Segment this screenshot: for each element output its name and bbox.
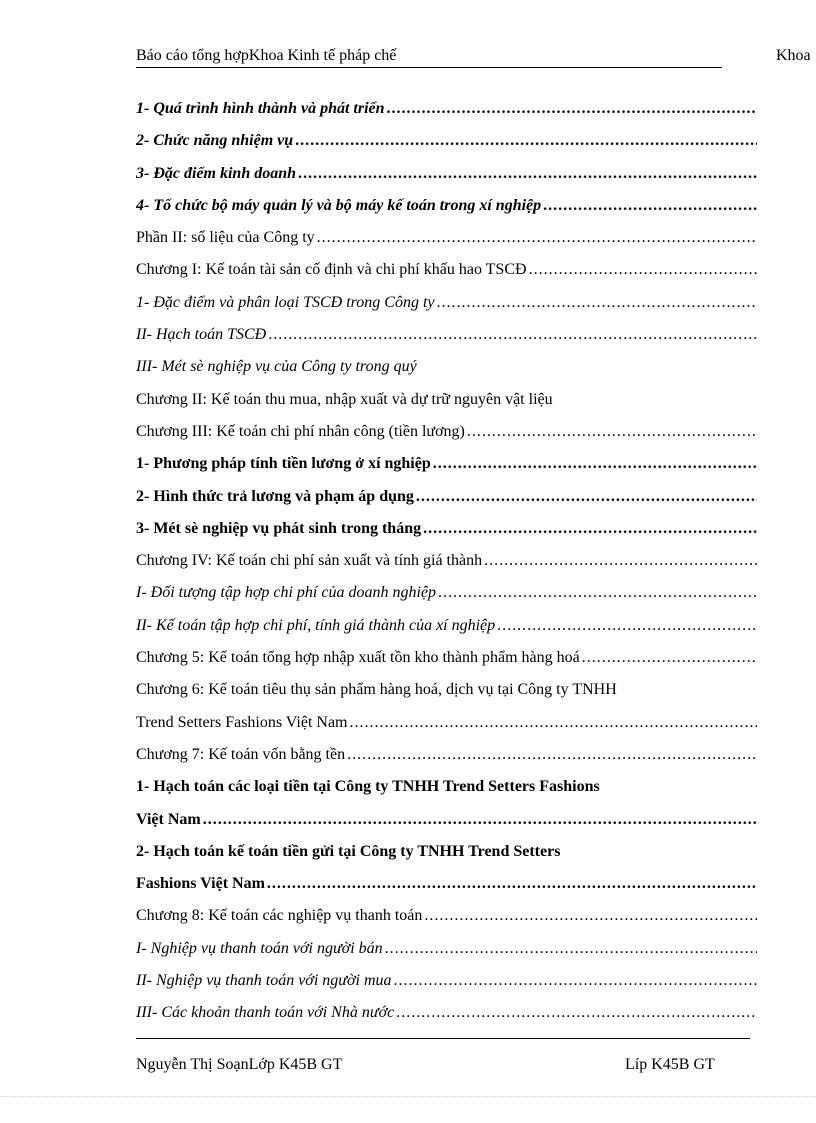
toc-entry — [136, 933, 757, 965]
toc-leader-dots — [529, 254, 757, 286]
toc-entry-text: 2- Chức năng nhiệm vụ — [136, 132, 294, 150]
toc-entry — [136, 771, 757, 803]
toc-entry-text: Chương 8: Kế toán các nghiệp vụ thanh toán — [136, 907, 423, 925]
table-of-contents — [136, 93, 757, 1030]
toc-entry-text: Việt Nam — [136, 810, 201, 828]
toc-entry — [136, 513, 757, 545]
toc-entry — [136, 384, 757, 416]
toc-entry-text: 2- Hạch toán kế toán tiền gửi tại Công ty TNHH Trend Setters — [136, 842, 561, 860]
toc-entry-text: Fashions Việt Nam — [136, 875, 265, 893]
toc-leader-dots — [433, 448, 757, 480]
toc-leader-dots — [385, 933, 757, 965]
toc-leader-dots — [394, 965, 757, 997]
toc-leader-dots — [268, 319, 757, 351]
toc-entry — [136, 125, 757, 157]
toc-entry — [136, 481, 757, 513]
toc-entry-text: Chương II: Kế toán thu mua, nhập xuất và dự trữ nguyên vật liệu — [136, 390, 553, 408]
toc-entry — [136, 610, 757, 642]
footer-class: Líp K45B GT — [625, 1056, 715, 1073]
toc-entry — [136, 254, 757, 286]
toc-entry — [136, 190, 757, 222]
toc-entry-text: II- Hạch toán TSCĐ — [136, 326, 267, 344]
toc-entry — [136, 674, 757, 706]
toc-entry-text: Chương 6: Kế toán tiêu thụ sản phẩm hàng hoá, dịch vụ tại Công ty TNHH — [136, 681, 617, 699]
toc-entry-text: I- Nghiệp vụ thanh toán với người bán — [136, 939, 383, 957]
toc-entry — [136, 158, 757, 190]
toc-leader-dots — [438, 577, 757, 609]
toc-entry — [136, 900, 757, 932]
toc-leader-dots — [203, 804, 757, 836]
toc-entry-text: Phần II: số liệu của Công ty — [136, 229, 315, 247]
toc-leader-dots — [416, 481, 757, 513]
footer-author: Nguyễn Thị SoạnLớp K45B GT — [136, 1056, 343, 1073]
toc-leader-dots — [267, 868, 757, 900]
toc-entry-text: Chương 7: Kế toán vốn bằng tền — [136, 745, 346, 763]
toc-entry — [136, 836, 757, 868]
toc-entry — [136, 222, 757, 254]
page-header — [136, 47, 816, 71]
toc-entry — [136, 739, 757, 771]
page-footer — [136, 1038, 750, 1073]
toc-entry-text: Chương III: Kế toán chi phí nhân công (tiền lương) — [136, 422, 465, 440]
toc-entry — [136, 577, 757, 609]
toc-entry-text: II- Kế toán tập hợp chi phí, tính giá thành của xí nghiệp — [136, 616, 496, 634]
toc-entry-text: 1- Phương pháp tính tiền lương ở xí nghiệp — [136, 455, 431, 473]
toc-leader-dots — [424, 900, 757, 932]
toc-leader-dots — [317, 222, 757, 254]
toc-entry — [136, 448, 757, 480]
toc-leader-dots — [387, 93, 757, 125]
toc-entry-text: 4- Tổ chức bộ máy quản lý và bộ máy kế toán trong xí nghiệp — [136, 196, 542, 214]
toc-entry-text: 1- Quá trình hình thành và phát triển — [136, 100, 385, 117]
toc-entry-text: 1- Hạch toán các loại tiền tại Công ty TNHH Trend Setters Fashions — [136, 778, 600, 796]
page-break-divider — [0, 1096, 816, 1097]
toc-leader-dots — [437, 287, 758, 319]
toc-entry — [136, 416, 757, 448]
toc-entry — [136, 545, 757, 577]
toc-leader-dots — [582, 642, 757, 674]
toc-entry — [136, 319, 757, 351]
toc-entry — [136, 804, 757, 836]
toc-entry-text: Chương I: Kế toán tài sản cố định và chi phí khấu hao TSCĐ — [136, 261, 527, 279]
toc-leader-dots — [484, 545, 757, 577]
toc-entry — [136, 707, 757, 739]
toc-leader-dots — [497, 610, 757, 642]
toc-entry-text: III- Các khoản thanh toán với Nhà nước — [136, 1004, 395, 1022]
toc-leader-dots — [467, 416, 757, 448]
toc-entry-text: Chương IV: Kế toán chi phí sản xuất và tính giá thành — [136, 552, 483, 570]
toc-entry — [136, 351, 757, 383]
toc-entry — [136, 287, 757, 319]
toc-entry — [136, 93, 757, 125]
toc-entry-text: Chương 5: Kế toán tổng hợp nhập xuất tồn kho thành phẩm hàng hoá — [136, 649, 580, 667]
toc-entry-text: Trend Setters Fashions Việt Nam — [136, 713, 348, 731]
toc-entry-text: 3- Mét sè nghiệp vụ phát sinh trong tháng — [136, 519, 422, 537]
toc-entry-text: 1- Đặc điểm và phân loại TSCĐ trong Công ty — [136, 293, 435, 311]
toc-leader-dots — [295, 125, 757, 157]
toc-entry — [136, 965, 757, 997]
toc-entry-text: 3- Đặc điểm kinh doanh — [136, 164, 297, 182]
toc-entry-text: 2- Hình thức trả lương và phạm áp dụng — [136, 487, 414, 505]
toc-leader-dots — [543, 190, 757, 222]
toc-entry — [136, 868, 757, 900]
toc-leader-dots — [347, 739, 757, 771]
toc-leader-dots — [396, 997, 757, 1029]
toc-entry — [136, 642, 757, 674]
toc-leader-dots — [298, 158, 757, 190]
header-right-text: Khoa — [776, 47, 811, 64]
toc-leader-dots — [423, 513, 757, 545]
header-left-text: Báo cáo tổng hợpKhoa Kinh tế pháp chế — [136, 47, 722, 68]
toc-entry — [136, 997, 757, 1029]
toc-leader-dots — [349, 707, 757, 739]
toc-entry-text: III- Mét sè nghiệp vụ của Công ty trong quý — [136, 358, 417, 376]
toc-entry-text: II- Nghiệp vụ thanh toán với người mua — [136, 972, 392, 990]
toc-entry-text: I- Đối tượng tập hợp chi phí của doanh nghiệp — [136, 584, 436, 602]
